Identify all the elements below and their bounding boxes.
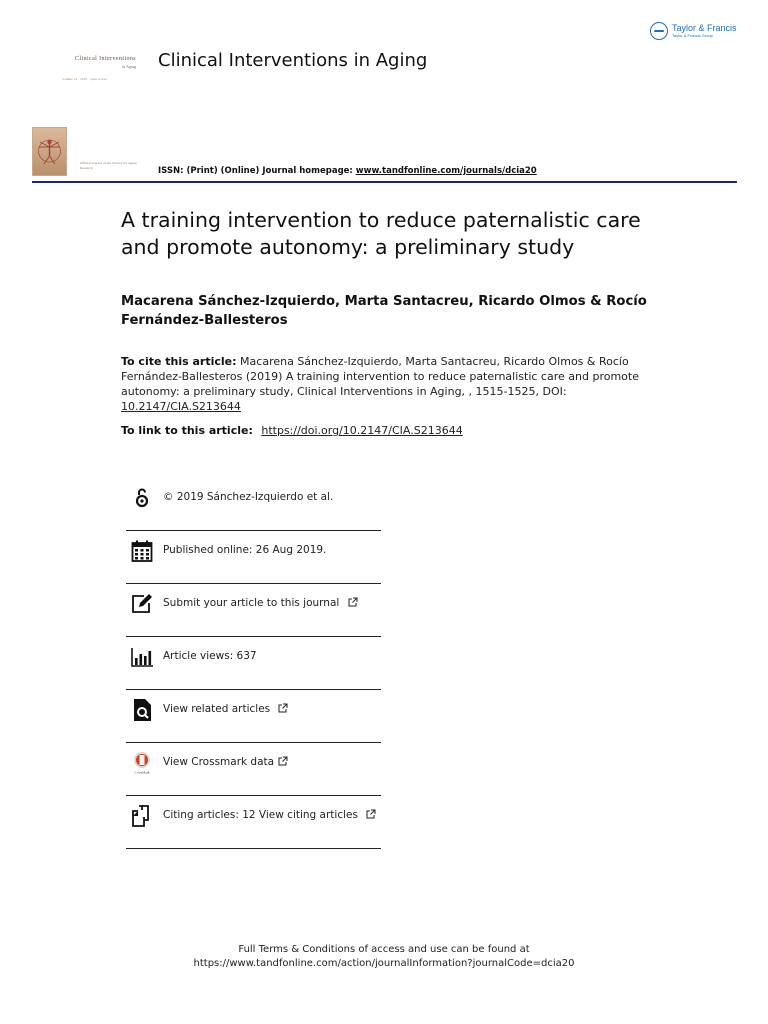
cover-caption: Official Journal of the Society for Aging Research	[80, 161, 137, 170]
footer-terms-line1: Full Terms & Conditions of access and use can be found at	[238, 944, 530, 955]
citing-articles-link[interactable]	[163, 809, 376, 821]
document-search-icon	[130, 698, 154, 722]
article-views-row	[126, 637, 381, 690]
external-link-icon	[366, 809, 376, 819]
crossmark-text: View Crossmark data	[163, 756, 275, 768]
issn-line	[158, 166, 537, 176]
external-link-icon	[348, 597, 358, 607]
cite-text: Macarena Sánchez-Izquierdo, Marta Santacreu, Ricardo Olmos & Rocío Fernández-Ballesteros (2019) A training intervention to reduce paternalistic care and promote autonomy: a preliminary study, Clinical Interventions in Aging, , 1515-1525, DOI:	[121, 355, 639, 398]
citing-articles-icon	[130, 804, 154, 828]
taylor-francis-logo-icon	[650, 22, 668, 40]
submit-article-text: Submit your article to this journal	[163, 597, 340, 609]
journal-wordmark-line3: Volume 14 · 2019 · open access	[62, 77, 107, 81]
citing-articles-text: Citing articles: 12 View citing articles	[163, 809, 358, 821]
article-info-list	[126, 478, 381, 849]
crossmark-link[interactable]	[163, 756, 288, 768]
bar-chart-icon	[130, 645, 154, 669]
header-rule	[32, 181, 737, 183]
journal-title: Clinical Interventions in Aging	[158, 50, 428, 71]
crossmark-icon-label: CrossMark	[134, 770, 150, 775]
license-text: © 2019 Sánchez-Izquierdo et al.	[163, 491, 334, 503]
submit-article-row[interactable]	[126, 584, 381, 637]
footer-terms	[0, 943, 768, 971]
link-label: To link to this article:	[121, 424, 253, 437]
publisher-name: Taylor & Francis	[672, 23, 737, 33]
article-title: A training intervention to reduce paternalistic care and promote autonomy: a preliminary study	[121, 208, 641, 259]
journal-homepage-link[interactable]: www.tandfonline.com/journals/dcia20	[355, 166, 537, 176]
journal-wordmark-line2: in Aging	[122, 64, 136, 69]
article-doi-url[interactable]: https://doi.org/10.2147/CIA.S213644	[261, 424, 463, 437]
crossmark-row[interactable]	[126, 743, 381, 796]
publisher-subname: Taylor & Francis Group	[672, 33, 713, 38]
published-row	[126, 531, 381, 584]
license-row[interactable]	[126, 478, 381, 531]
edit-icon	[130, 592, 154, 616]
external-link-icon	[278, 756, 288, 766]
article-authors: Macarena Sánchez-Izquierdo, Marta Santacreu, Ricardo Olmos & Rocío Fernández-Ballesteros	[121, 294, 647, 328]
journal-wordmark	[58, 56, 136, 81]
related-articles-row[interactable]	[126, 690, 381, 743]
journal-cover-image	[32, 127, 67, 176]
publisher-logo[interactable]	[650, 22, 737, 40]
article-link-block	[121, 424, 463, 437]
citing-articles-row[interactable]	[126, 796, 381, 849]
footer-terms-url[interactable]: https://www.tandfonline.com/action/journalInformation?journalCode=dcia20	[193, 958, 575, 969]
doi-link[interactable]: 10.2147/CIA.S213644	[121, 400, 241, 413]
crossmark-icon	[130, 751, 154, 775]
issn-text: ISSN: (Print) (Online) Journal homepage:	[158, 166, 353, 176]
journal-wordmark-line1: Clinical Interventions	[75, 56, 136, 62]
published-text: Published online: 26 Aug 2019.	[163, 544, 327, 556]
vitruvian-figure-icon	[33, 128, 66, 175]
citation-block	[121, 354, 681, 414]
related-articles-link[interactable]	[163, 703, 288, 715]
submit-article-link[interactable]	[163, 597, 358, 609]
article-views-text: Article views: 637	[163, 650, 257, 662]
open-access-icon	[130, 486, 154, 510]
related-articles-text: View related articles	[163, 703, 271, 715]
external-link-icon	[278, 703, 288, 713]
cite-label: To cite this article:	[121, 355, 237, 368]
calendar-icon	[130, 539, 154, 563]
